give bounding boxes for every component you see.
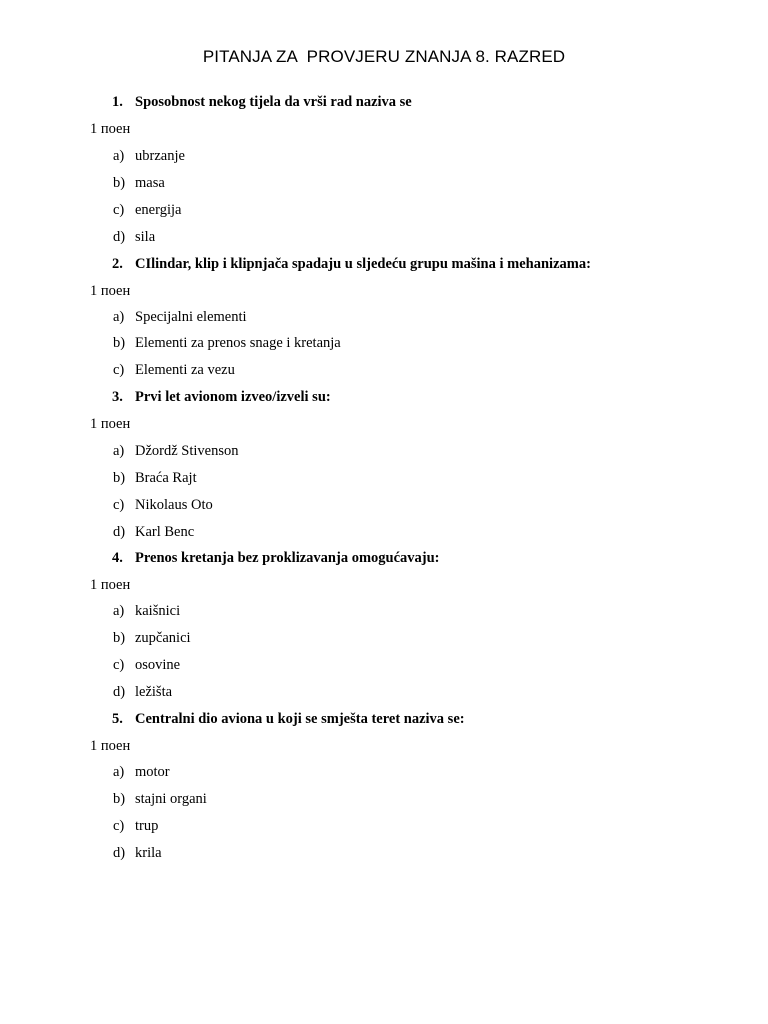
question-number: 5.	[112, 711, 123, 727]
question-5	[112, 711, 465, 728]
option-letter: a)	[113, 603, 125, 619]
question-text: Prvi let avionom izveo/izveli su:	[135, 389, 331, 405]
option-text: Nikolaus Oto	[135, 497, 213, 513]
option-text: Karl Benc	[135, 524, 195, 540]
answer-option	[113, 335, 341, 352]
answer-option	[113, 497, 213, 514]
question-text: Sposobnost nekog tijela da vrši rad naziva se	[135, 94, 412, 110]
question-4	[112, 550, 440, 567]
question-1	[112, 94, 412, 111]
option-text: ležišta	[135, 684, 173, 700]
option-letter: b)	[113, 470, 126, 486]
answer-option	[113, 309, 247, 326]
option-letter: b)	[113, 791, 126, 807]
option-letter: c)	[113, 497, 125, 513]
option-letter: d)	[113, 524, 126, 540]
answer-option	[113, 764, 170, 781]
question-points: 1 поен	[90, 121, 131, 137]
answer-option	[113, 175, 165, 192]
answer-option	[113, 524, 194, 541]
question-number: 4.	[112, 550, 123, 566]
answer-option	[113, 443, 239, 460]
answer-option	[113, 202, 181, 219]
option-text: Braća Rajt	[135, 470, 197, 486]
question-text: Centralni dio aviona u koji se smješta teret naziva se:	[135, 711, 465, 727]
option-text: Elementi za prenos snage i kretanja	[135, 335, 341, 351]
answer-option	[113, 684, 172, 701]
question-points: 1 поен	[90, 738, 131, 754]
answer-option	[113, 630, 191, 647]
answer-option	[113, 362, 235, 379]
answer-option	[113, 791, 207, 808]
option-letter: a)	[113, 309, 125, 325]
option-letter: a)	[113, 443, 125, 459]
answer-option	[113, 229, 155, 246]
answer-option	[113, 657, 180, 674]
question-2	[112, 256, 591, 273]
option-letter: b)	[113, 335, 126, 351]
option-text: Elementi za vezu	[135, 362, 235, 378]
option-text: krila	[135, 845, 162, 861]
option-text: Džordž Stivenson	[135, 443, 239, 459]
question-text: CIlindar, klip i klipnjača spadaju u sljedeću grupu mašina i mehanizama:	[135, 256, 591, 272]
page-title: PITANJA ZA PROVJERU ZNANJA 8. RAZRED	[202, 47, 566, 66]
option-text: trup	[135, 818, 159, 834]
question-number: 3.	[112, 389, 123, 405]
question-text: Prenos kretanja bez proklizavanja omogućavaju:	[135, 550, 440, 566]
option-letter: a)	[113, 764, 125, 780]
option-letter: b)	[113, 175, 126, 191]
question-number: 1.	[112, 94, 123, 110]
option-letter: d)	[113, 684, 126, 700]
option-letter: c)	[113, 202, 125, 218]
option-letter: c)	[113, 818, 125, 834]
question-3	[112, 389, 331, 406]
option-letter: d)	[113, 229, 126, 245]
option-text: energija	[135, 202, 182, 218]
question-points: 1 поен	[90, 283, 131, 299]
option-text: zupčanici	[135, 630, 191, 646]
option-text: sila	[135, 229, 156, 245]
option-letter: c)	[113, 657, 125, 673]
answer-option	[113, 845, 162, 862]
question-points: 1 поен	[90, 416, 131, 432]
option-text: motor	[135, 764, 170, 780]
option-text: osovine	[135, 657, 181, 673]
option-letter: d)	[113, 845, 126, 861]
option-letter: c)	[113, 362, 125, 378]
option-text: Specijalni elementi	[135, 309, 247, 325]
option-text: kaišnici	[135, 603, 181, 619]
answer-option	[113, 470, 197, 487]
option-letter: b)	[113, 630, 126, 646]
answer-option	[113, 603, 180, 620]
answer-option	[113, 818, 158, 835]
option-letter: a)	[113, 148, 125, 164]
option-text: ubrzanje	[135, 148, 185, 164]
answer-option	[113, 148, 185, 165]
option-text: stajni organi	[135, 791, 207, 807]
question-number: 2.	[112, 256, 123, 272]
option-text: masa	[135, 175, 165, 191]
question-points: 1 поен	[90, 577, 131, 593]
